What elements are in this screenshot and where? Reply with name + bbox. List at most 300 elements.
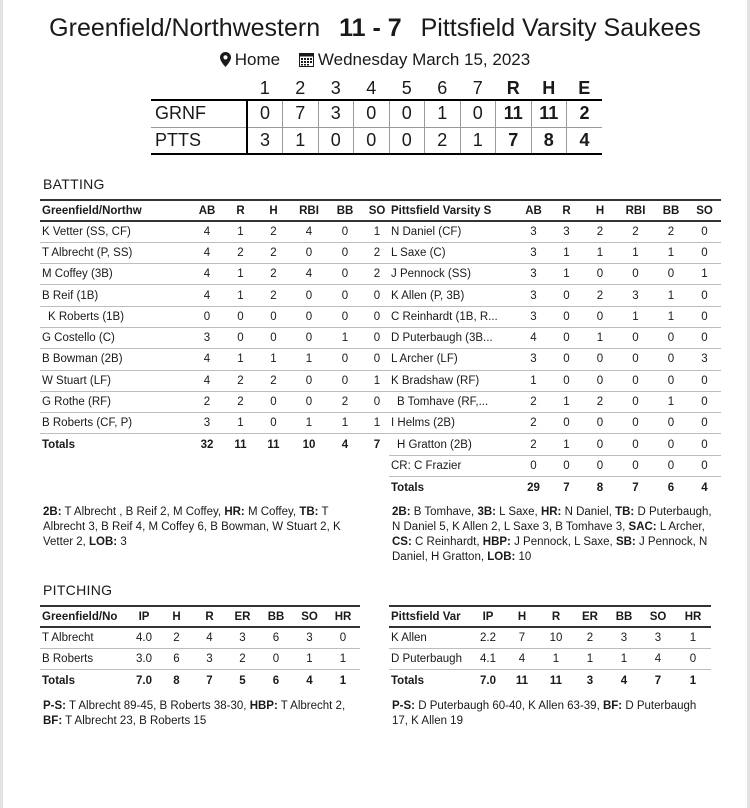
player-row bbox=[389, 221, 721, 242]
player-name: N Daniel (CF) bbox=[389, 221, 517, 242]
stat-cell: 1 bbox=[550, 264, 583, 285]
player-name: B Roberts bbox=[40, 648, 128, 669]
linescore-row-away bbox=[151, 100, 602, 127]
stat-cell: 3 bbox=[517, 264, 550, 285]
stat-cell: 0 bbox=[617, 327, 654, 348]
player-name: K Allen (P, 3B) bbox=[389, 285, 517, 306]
stat-cell: 1 bbox=[362, 221, 392, 242]
player-name: K Bradshaw (RF) bbox=[389, 370, 517, 391]
totals-cell: 8 bbox=[173, 674, 180, 687]
note-text: J Pennock, N Daniel, H Gratton, bbox=[392, 536, 708, 563]
stat-cell: 1 bbox=[654, 391, 688, 412]
note-text: L Saxe, bbox=[495, 506, 541, 518]
stat-cell: 1 bbox=[617, 306, 654, 327]
stat-cell: 2 bbox=[160, 627, 193, 648]
stat-cell: 0 bbox=[617, 455, 654, 476]
stat-cell: 0 bbox=[688, 242, 721, 263]
stat-cell: 4 bbox=[190, 264, 224, 285]
stat-cell: 2 bbox=[362, 242, 392, 263]
stat-cell: 0 bbox=[617, 370, 654, 391]
column-header: R bbox=[224, 200, 257, 221]
stat-cell: 0 bbox=[583, 306, 617, 327]
player-name: W Stuart (LF) bbox=[40, 370, 190, 391]
player-row bbox=[389, 327, 721, 348]
total-errors: 2 bbox=[567, 100, 603, 127]
stat-cell: 3 bbox=[517, 285, 550, 306]
stat-cell: 2 bbox=[617, 221, 654, 242]
stat-cell: 4.1 bbox=[471, 648, 505, 669]
note-label: HBP: bbox=[249, 700, 278, 712]
stat-cell: 2 bbox=[257, 221, 290, 242]
stat-cell: 3 bbox=[517, 349, 550, 370]
note-label: 2B: bbox=[392, 506, 411, 518]
stat-cell: 0 bbox=[688, 391, 721, 412]
stat-cell: 3 bbox=[517, 242, 550, 263]
stat-cell: 2 bbox=[257, 285, 290, 306]
stat-cell: 0 bbox=[583, 349, 617, 370]
stat-cell: 3 bbox=[688, 349, 721, 370]
player-row bbox=[389, 391, 721, 412]
batting-notes-away bbox=[43, 505, 363, 550]
player-name: D Puterbaugh bbox=[389, 648, 471, 669]
player-name: T Albrecht (P, SS) bbox=[40, 242, 190, 263]
column-header: HR bbox=[326, 606, 360, 627]
totals-cell: 7 bbox=[206, 674, 213, 687]
stat-cell: 0 bbox=[583, 264, 617, 285]
stat-cell: 0 bbox=[583, 370, 617, 391]
stat-cell: 0 bbox=[550, 327, 583, 348]
errors-header: E bbox=[578, 78, 591, 98]
column-header: AB bbox=[190, 200, 224, 221]
note-label: HBP: bbox=[482, 536, 511, 548]
column-header: H bbox=[160, 606, 193, 627]
player-row bbox=[389, 413, 721, 434]
pitching-notes-home bbox=[392, 699, 712, 729]
stat-cell: 4 bbox=[193, 627, 226, 648]
stat-cell: 2 bbox=[226, 648, 259, 669]
player-row bbox=[40, 370, 392, 391]
column-header: H bbox=[583, 200, 617, 221]
totals-label: Totals bbox=[391, 481, 425, 494]
inning-header: 5 bbox=[401, 78, 412, 98]
team-column-header: Greenfield/Northw bbox=[40, 200, 190, 221]
note-label: TB: bbox=[299, 506, 319, 518]
stat-cell: 1 bbox=[617, 242, 654, 263]
stat-cell: 0 bbox=[654, 455, 688, 476]
stat-cell: 0 bbox=[328, 221, 362, 242]
stat-cell: 0 bbox=[362, 349, 392, 370]
batting-notes-home bbox=[392, 505, 712, 565]
column-header: R bbox=[550, 200, 583, 221]
stat-cell: 3 bbox=[190, 327, 224, 348]
totals-cell: 7.0 bbox=[136, 674, 152, 687]
stat-cell: 1 bbox=[550, 242, 583, 263]
player-name: B Reif (1B) bbox=[40, 285, 190, 306]
stat-cell: 2 bbox=[517, 434, 550, 455]
note-text: 3 bbox=[117, 536, 127, 548]
note-text: T Albrecht 23, B Roberts 15 bbox=[62, 715, 207, 727]
stat-cell: 1 bbox=[675, 627, 711, 648]
note-text: L Archer, bbox=[656, 521, 705, 533]
stat-cell: 0 bbox=[550, 455, 583, 476]
note-label: P-S: bbox=[392, 700, 415, 712]
stat-cell: 1 bbox=[326, 648, 360, 669]
stat-cell: 2 bbox=[583, 285, 617, 306]
home-team-name: Pittsfield Varsity Saukees bbox=[420, 14, 701, 42]
note-text: M Coffey, bbox=[244, 506, 300, 518]
stat-cell: 4 bbox=[190, 349, 224, 370]
stat-cell: 0 bbox=[328, 370, 362, 391]
pitching-table-home bbox=[389, 605, 711, 692]
totals-cell: 7 bbox=[563, 481, 570, 494]
stat-cell: 0 bbox=[328, 285, 362, 306]
stat-cell: 0 bbox=[688, 306, 721, 327]
stat-cell: 0 bbox=[617, 413, 654, 434]
stat-cell: 3 bbox=[226, 627, 259, 648]
stat-cell: 3 bbox=[517, 221, 550, 242]
game-meta bbox=[0, 50, 750, 72]
stat-cell: 2 bbox=[328, 391, 362, 412]
pitching-table-away bbox=[40, 605, 360, 692]
stat-cell: 2 bbox=[190, 391, 224, 412]
totals-cell: 3 bbox=[586, 674, 594, 687]
player-row bbox=[40, 242, 392, 263]
player-name: K Roberts (1B) bbox=[40, 306, 190, 327]
note-label: CS: bbox=[392, 536, 412, 548]
stat-cell: 3 bbox=[550, 221, 583, 242]
stat-cell: 0 bbox=[688, 370, 721, 391]
player-name: G Costello (C) bbox=[40, 327, 190, 348]
player-row bbox=[389, 627, 711, 648]
player-row bbox=[389, 285, 721, 306]
inning-header: 3 bbox=[330, 78, 341, 98]
stat-cell: 0 bbox=[328, 306, 362, 327]
note-text: T Albrecht 89-45, B Roberts 38-30, bbox=[66, 700, 250, 712]
stat-cell: 1 bbox=[573, 648, 607, 669]
stat-cell: 0 bbox=[617, 434, 654, 455]
stat-cell: 6 bbox=[259, 627, 293, 648]
inning-score: 7 bbox=[283, 100, 319, 127]
inning-score: 0 bbox=[354, 100, 390, 127]
stat-cell: 2 bbox=[224, 242, 257, 263]
stat-cell: 0 bbox=[617, 264, 654, 285]
stat-cell: 4 bbox=[641, 648, 675, 669]
totals-cell: 5 bbox=[239, 674, 246, 687]
stat-cell: 0 bbox=[362, 285, 392, 306]
stat-cell: 0 bbox=[688, 413, 721, 434]
linescore-table bbox=[151, 78, 602, 155]
stat-cell: 4 bbox=[517, 327, 550, 348]
column-header: RBI bbox=[617, 200, 654, 221]
column-header: R bbox=[539, 606, 573, 627]
totals-cell: 32 bbox=[200, 439, 214, 452]
game-matchup bbox=[0, 14, 750, 43]
stat-cell: 0 bbox=[550, 413, 583, 434]
note-label: BF: bbox=[43, 715, 63, 727]
totals-cell: 11 bbox=[549, 674, 563, 687]
stat-cell: 0 bbox=[290, 285, 328, 306]
inning-score: 3 bbox=[247, 127, 283, 154]
stat-cell: 7 bbox=[505, 627, 539, 648]
totals-cell: 29 bbox=[527, 481, 540, 494]
totals-cell: 1 bbox=[689, 674, 697, 687]
column-header: BB bbox=[328, 200, 362, 221]
player-name: B Roberts (CF, P) bbox=[40, 413, 190, 434]
stat-cell: 1 bbox=[257, 349, 290, 370]
stat-cell: 2 bbox=[257, 264, 290, 285]
pitching-notes-away bbox=[43, 699, 363, 729]
note-label: LOB: bbox=[487, 551, 516, 563]
note-text: B Tomhave, bbox=[410, 506, 478, 518]
stat-cell: 3 bbox=[641, 627, 675, 648]
note-text: T Albrecht 2, bbox=[277, 700, 346, 712]
team-abbrev: PTTS bbox=[151, 127, 247, 154]
note-text: C Reinhardt, bbox=[411, 536, 483, 548]
player-row bbox=[40, 264, 392, 285]
note-label: TB: bbox=[615, 506, 635, 518]
stat-cell: 6 bbox=[160, 648, 193, 669]
stat-cell: 1 bbox=[654, 306, 688, 327]
stat-cell: 0 bbox=[617, 349, 654, 370]
player-row bbox=[40, 221, 392, 242]
stat-cell: 0 bbox=[688, 221, 721, 242]
note-label: LOB: bbox=[89, 536, 118, 548]
column-header: SO bbox=[688, 200, 721, 221]
inning-score: 0 bbox=[247, 100, 283, 127]
column-header: H bbox=[257, 200, 290, 221]
player-row bbox=[389, 648, 711, 669]
player-name: K Vetter (SS, CF) bbox=[40, 221, 190, 242]
stat-cell: 0 bbox=[326, 627, 360, 648]
stat-cell: 0 bbox=[224, 327, 257, 348]
game-date: Wednesday March 15, 2023 bbox=[317, 50, 531, 69]
stat-cell: 0 bbox=[688, 327, 721, 348]
totals-cell: 11 bbox=[515, 674, 529, 687]
stat-cell: 0 bbox=[583, 434, 617, 455]
team-column-header: Greenfield/No bbox=[40, 606, 128, 627]
stat-cell: 0 bbox=[224, 306, 257, 327]
player-name: J Pennock (SS) bbox=[389, 264, 517, 285]
totals-cell: 1 bbox=[339, 674, 347, 687]
player-name: B Tomhave (RF,... bbox=[389, 391, 517, 412]
player-row bbox=[40, 349, 392, 370]
note-label: 2B: bbox=[43, 506, 62, 518]
inning-header: 2 bbox=[295, 78, 306, 98]
stat-cell: 1 bbox=[293, 648, 326, 669]
column-header: SO bbox=[293, 606, 326, 627]
batting-table-home bbox=[389, 199, 721, 499]
inning-header: 7 bbox=[472, 78, 483, 98]
inning-score: 1 bbox=[425, 100, 461, 127]
stat-cell: 0 bbox=[257, 391, 290, 412]
total-errors: 4 bbox=[567, 127, 603, 154]
stat-cell: 0 bbox=[517, 455, 550, 476]
column-header: BB bbox=[654, 200, 688, 221]
player-name: C Reinhardt (1B, R... bbox=[389, 306, 517, 327]
final-score: 11 - 7 bbox=[339, 14, 402, 42]
stat-cell: 3 bbox=[293, 627, 326, 648]
stat-cell: 0 bbox=[328, 242, 362, 263]
stat-cell: 2 bbox=[654, 221, 688, 242]
stat-cell: 0 bbox=[257, 413, 290, 434]
stat-cell: 1 bbox=[290, 413, 328, 434]
player-name: L Saxe (C) bbox=[389, 242, 517, 263]
stat-cell: 0 bbox=[290, 242, 328, 263]
stat-cell: 0 bbox=[550, 370, 583, 391]
note-label: HR: bbox=[540, 506, 562, 518]
inning-score: 0 bbox=[318, 127, 354, 154]
pitching-section-title: PITCHING bbox=[43, 582, 113, 598]
note-text: J Pennock, L Saxe, bbox=[510, 536, 616, 548]
column-header: SO bbox=[362, 200, 392, 221]
stat-cell: 1 bbox=[328, 327, 362, 348]
totals-cell: 10 bbox=[302, 439, 316, 452]
runs-header: R bbox=[506, 78, 520, 98]
stat-cell: 0 bbox=[290, 306, 328, 327]
stat-cell: 4 bbox=[190, 242, 224, 263]
stat-cell: 0 bbox=[675, 648, 711, 669]
player-row bbox=[40, 627, 360, 648]
player-name: H Gratton (2B) bbox=[389, 434, 517, 455]
player-row bbox=[389, 370, 721, 391]
totals-cell: 7 bbox=[373, 439, 381, 452]
totals-cell: 8 bbox=[596, 481, 604, 494]
player-row bbox=[389, 306, 721, 327]
stat-cell: 4 bbox=[505, 648, 539, 669]
inning-score: 0 bbox=[460, 100, 496, 127]
column-header: HR bbox=[675, 606, 711, 627]
column-header: ER bbox=[573, 606, 607, 627]
player-row bbox=[389, 349, 721, 370]
player-name: I Helms (2B) bbox=[389, 413, 517, 434]
stat-cell: 3.0 bbox=[128, 648, 160, 669]
stat-cell: 2 bbox=[583, 221, 617, 242]
player-row bbox=[40, 413, 392, 434]
location-pin-icon bbox=[220, 52, 231, 72]
note-text: D Puterbaugh 17, K Allen 19 bbox=[392, 700, 697, 727]
total-hits: 11 bbox=[531, 100, 567, 127]
stat-cell: 4 bbox=[290, 264, 328, 285]
stat-cell: 0 bbox=[654, 349, 688, 370]
stat-cell: 1 bbox=[362, 370, 392, 391]
totals-label: Totals bbox=[42, 439, 76, 452]
stat-cell: 1 bbox=[224, 413, 257, 434]
totals-cell: 7.0 bbox=[480, 674, 496, 687]
player-name: T Albrecht bbox=[40, 627, 128, 648]
stat-cell: 0 bbox=[654, 264, 688, 285]
player-row bbox=[40, 285, 392, 306]
totals-label: Totals bbox=[42, 674, 76, 687]
totals-cell: 4 bbox=[341, 439, 349, 452]
stat-cell: 1 bbox=[224, 221, 257, 242]
stat-cell: 0 bbox=[654, 370, 688, 391]
column-header: RBI bbox=[290, 200, 328, 221]
stat-cell: 1 bbox=[290, 349, 328, 370]
stat-cell: 0 bbox=[688, 455, 721, 476]
inning-score: 0 bbox=[389, 100, 425, 127]
stat-cell: 3 bbox=[190, 413, 224, 434]
stat-cell: 0 bbox=[617, 391, 654, 412]
stat-cell: 1 bbox=[654, 285, 688, 306]
note-text: T Albrecht 3, B Reif 4, M Coffey 6, B Bowman, W Stuart 2, K Vetter 2, bbox=[43, 506, 341, 548]
stat-cell: 0 bbox=[362, 391, 392, 412]
stat-cell: 4 bbox=[290, 221, 328, 242]
stat-cell: 1 bbox=[550, 434, 583, 455]
totals-cell: 4 bbox=[701, 481, 708, 494]
stat-cell: 0 bbox=[550, 306, 583, 327]
inning-header: 6 bbox=[437, 78, 448, 98]
stat-cell: 0 bbox=[654, 413, 688, 434]
stat-cell: 0 bbox=[362, 327, 392, 348]
column-header: BB bbox=[607, 606, 641, 627]
totals-cell: 6 bbox=[667, 481, 675, 494]
stat-cell: 0 bbox=[688, 285, 721, 306]
stat-cell: 2 bbox=[583, 391, 617, 412]
player-name: D Puterbaugh (3B... bbox=[389, 327, 517, 348]
totals-cell: 7 bbox=[632, 481, 639, 494]
stat-cell: 3 bbox=[517, 306, 550, 327]
note-label: P-S: bbox=[43, 700, 66, 712]
stat-cell: 3 bbox=[617, 285, 654, 306]
player-name: G Rothe (RF) bbox=[40, 391, 190, 412]
batting-section-title: BATTING bbox=[43, 176, 105, 192]
stat-cell: 1 bbox=[688, 264, 721, 285]
stat-cell: 1 bbox=[539, 648, 573, 669]
note-label: SB: bbox=[615, 536, 636, 548]
stat-cell: 2 bbox=[224, 391, 257, 412]
stat-cell: 2 bbox=[573, 627, 607, 648]
stat-cell: 3 bbox=[193, 648, 226, 669]
stat-cell: 0 bbox=[583, 455, 617, 476]
stat-cell: 0 bbox=[654, 327, 688, 348]
player-name: CR: C Frazier bbox=[389, 455, 517, 476]
player-row bbox=[40, 327, 392, 348]
stat-cell: 0 bbox=[362, 306, 392, 327]
column-header: IP bbox=[128, 606, 160, 627]
column-header: ER bbox=[226, 606, 259, 627]
stat-cell: 1 bbox=[583, 242, 617, 263]
team-column-header: Pittsfield Var bbox=[389, 606, 471, 627]
totals-cell: 7 bbox=[654, 674, 662, 687]
total-hits: 8 bbox=[531, 127, 567, 154]
inning-score: 0 bbox=[354, 127, 390, 154]
note-text: N Daniel, bbox=[561, 506, 616, 518]
player-name: M Coffey (3B) bbox=[40, 264, 190, 285]
player-row bbox=[389, 242, 721, 263]
stat-cell: 4.0 bbox=[128, 627, 160, 648]
stat-cell: 2 bbox=[257, 242, 290, 263]
hits-header: H bbox=[542, 78, 556, 98]
team-column-header: Pittsfield Varsity S bbox=[389, 200, 517, 221]
player-row bbox=[40, 648, 360, 669]
total-runs: 11 bbox=[496, 100, 532, 127]
stat-cell: 0 bbox=[290, 391, 328, 412]
column-header: IP bbox=[471, 606, 505, 627]
totals-row bbox=[40, 670, 360, 692]
location-label: Home bbox=[234, 50, 281, 69]
stat-cell: 2 bbox=[517, 413, 550, 434]
stat-cell: 0 bbox=[688, 434, 721, 455]
totals-cell: 4 bbox=[306, 674, 313, 687]
stat-cell: 1 bbox=[583, 327, 617, 348]
stat-cell: 1 bbox=[224, 285, 257, 306]
totals-row bbox=[40, 434, 392, 456]
note-text: D Puterbaugh, N Daniel 5, K Allen 2, L Saxe 3, B Tomhave 3, bbox=[392, 506, 712, 533]
totals-row bbox=[389, 477, 721, 499]
batting-table-away bbox=[40, 199, 392, 456]
total-runs: 7 bbox=[496, 127, 532, 154]
stat-cell: 4 bbox=[190, 370, 224, 391]
